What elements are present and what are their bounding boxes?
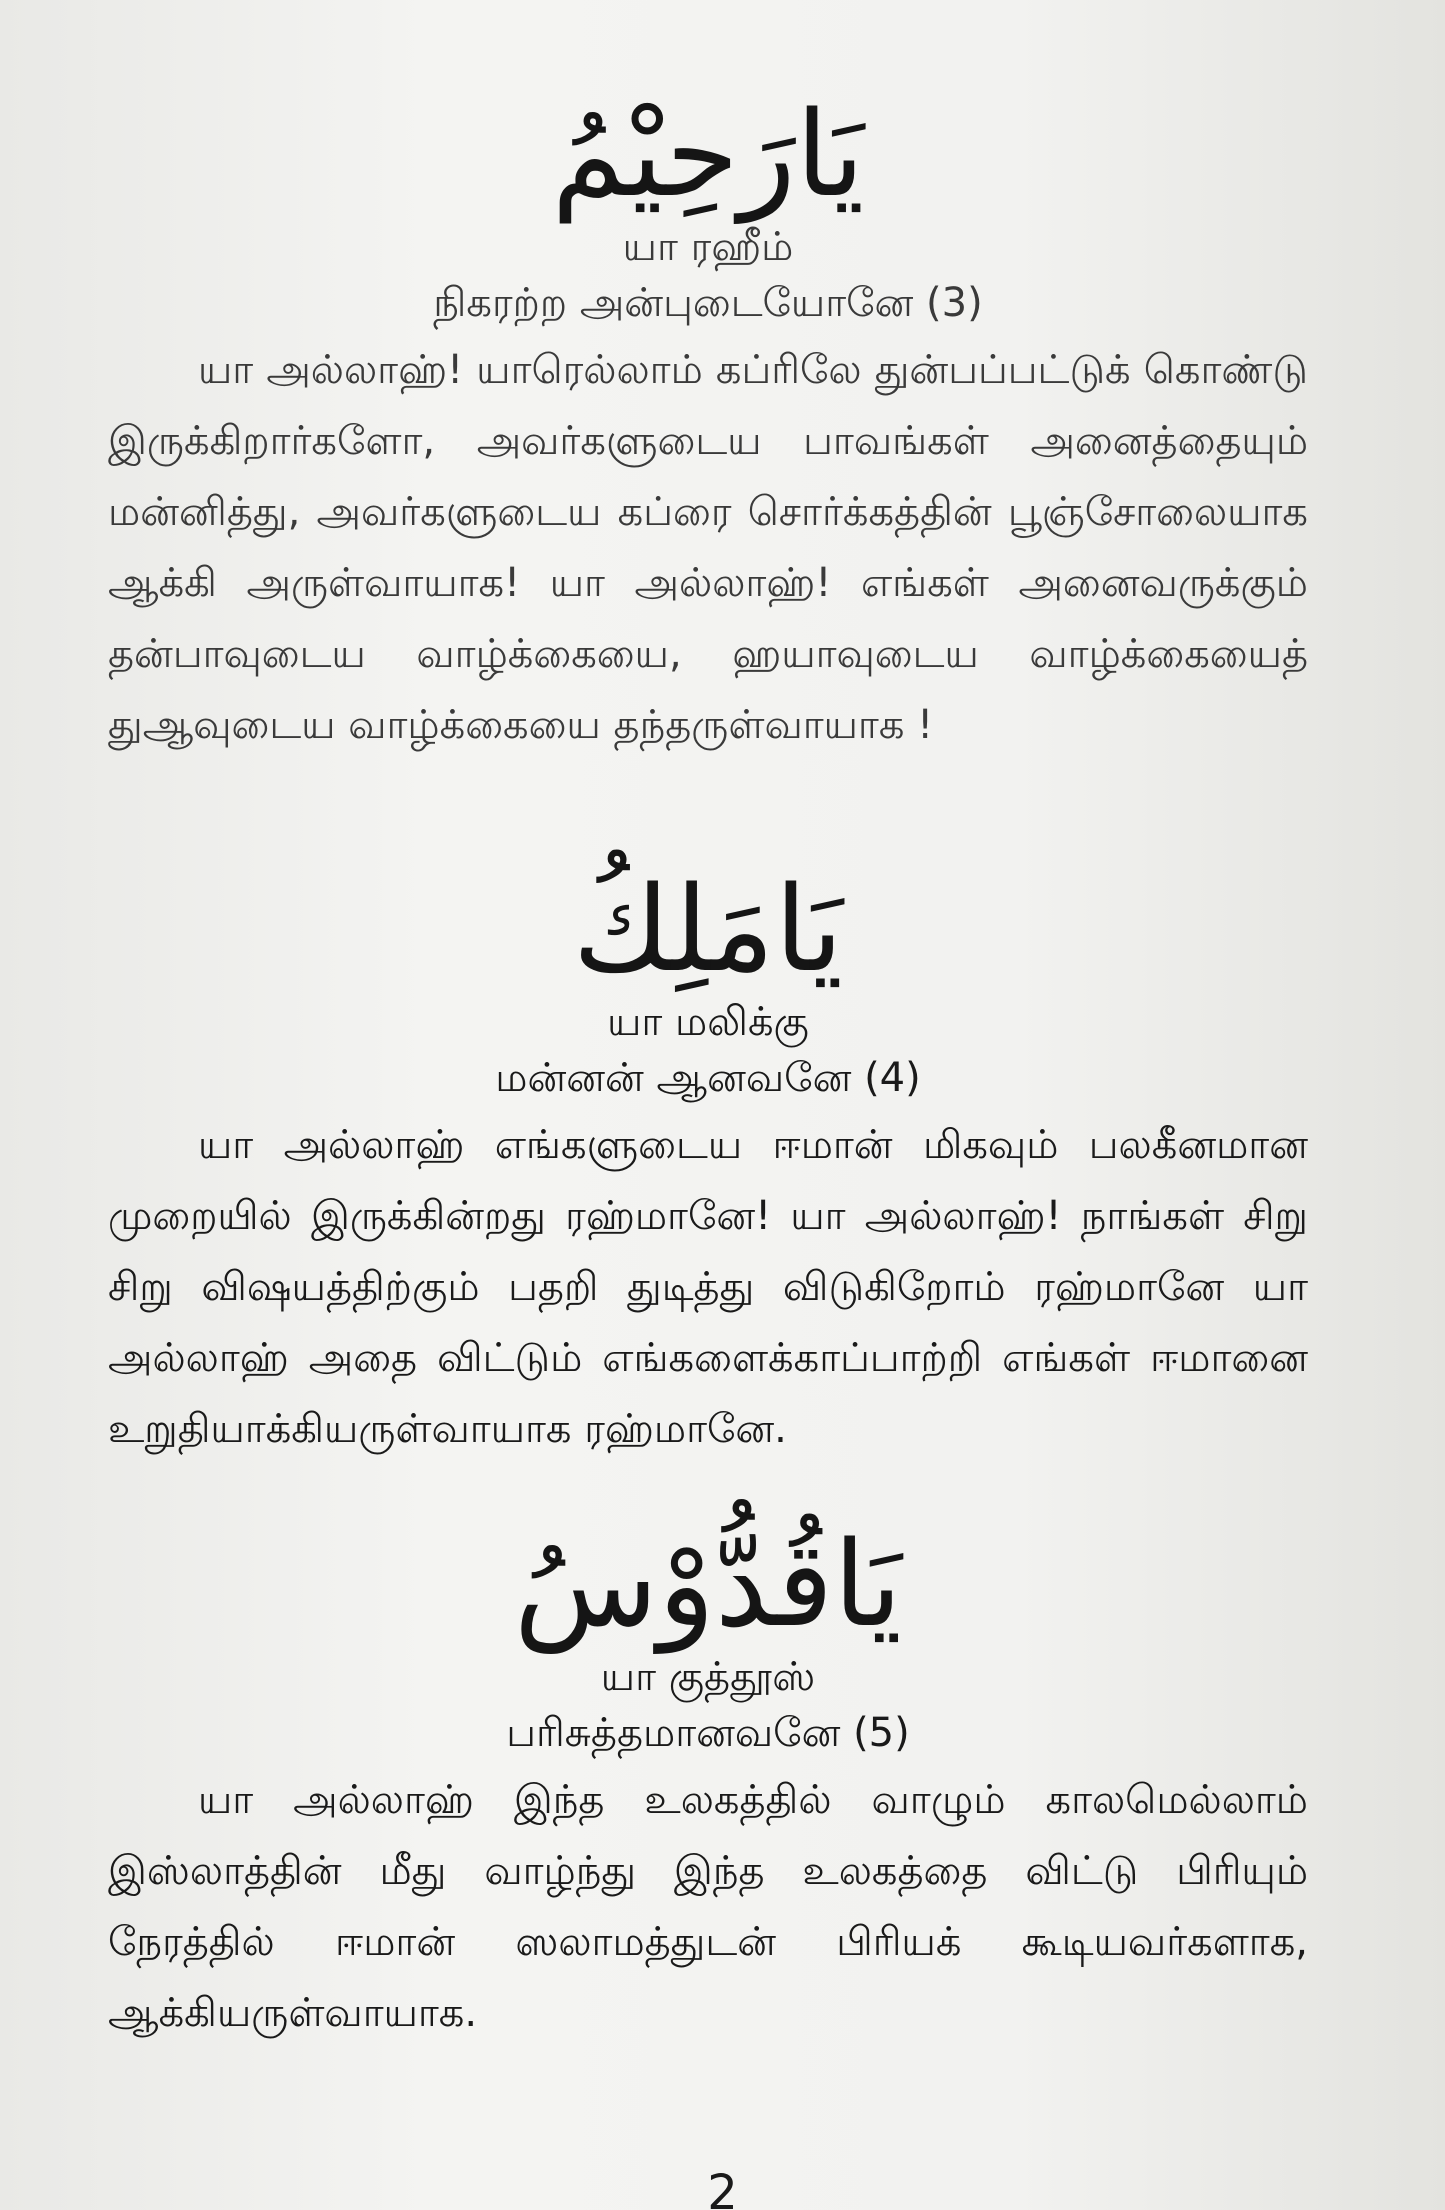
transliteration-ya-raheem: யா ரஹீம்: [622, 224, 794, 270]
section-ya-raheem: [108, 85, 1308, 761]
transliteration-ya-quddus: யா குத்தூஸ்: [600, 1654, 816, 1700]
meaning-ya-malik: மன்னன் ஆனவனே (4): [495, 1055, 921, 1101]
page-number: 2: [707, 2165, 738, 2210]
arabic-calligraphy-ya-raheem: يَارَحِيْمُ: [551, 85, 865, 223]
section-ya-malik: [108, 860, 1308, 1465]
meaning-ya-quddus: பரிசுத்தமானவனே (5): [506, 1710, 910, 1756]
prayer-text-ya-quddus: யா அல்லாஹ் இந்த உலகத்தில் வாழும் காலமெல்லாம் இஸ்லாத்தின் மீது வாழ்ந்து இந்த உலகத்தை விட்டு பிரியும் நேரத்தில் ஈமான் ஸலாமத்துடன் பிரியக் கூடியவர்களாக, ஆக்கியருள்வாயாக.: [108, 1777, 1308, 2036]
section-ya-quddus: [108, 1515, 1308, 2049]
prayer-text-ya-malik: யா அல்லாஹ் எங்களுடைய ஈமான் மிகவும் பலகீனமான முறையில் இருக்கின்றது ரஹ்மானே! யா அல்லாஹ்! நாங்கள் சிறு சிறு விஷயத்திற்கும் பதறி துடித்து விடுகிறோம் ரஹ்மானே யா அல்லாஹ் அதை விட்டும் எங்களைக்காப்பாற்றி எங்கள் ஈமானை உறுதியாக்கியருள்வாயாக ரஹ்மானே.: [108, 1122, 1308, 1452]
arabic-calligraphy-ya-malik: يَامَلِكُ: [572, 860, 844, 998]
arabic-calligraphy-ya-quddus: يَاقُدُّوْسُ: [513, 1515, 903, 1653]
prayer-text-ya-raheem: யா அல்லாஹ்! யாரெல்லாம் கப்ரிலே துன்பப்பட்டுக் கொண்டு இருக்கிறார்களோ, அவர்களுடைய பாவங்கள் அனைத்தையும் மன்னித்து, அவர்களுடைய கப்ரை சொர்க்கத்தின் பூஞ்சோலையாக ஆக்கி அருள்வாயாக! யா அல்லாஹ்! எங்கள் அனைவருக்கும் தன்பாவுடைய வாழ்க்கையை, ஹயாவுடைய வாழ்க்கையைத் துஆவுடைய வாழ்க்கையை தந்தருள்வாயாக !: [108, 347, 1308, 748]
transliteration-ya-malik: யா மலிக்கு: [607, 999, 809, 1045]
meaning-ya-raheem: நிகரற்ற அன்புடையோனே (3): [433, 280, 983, 326]
